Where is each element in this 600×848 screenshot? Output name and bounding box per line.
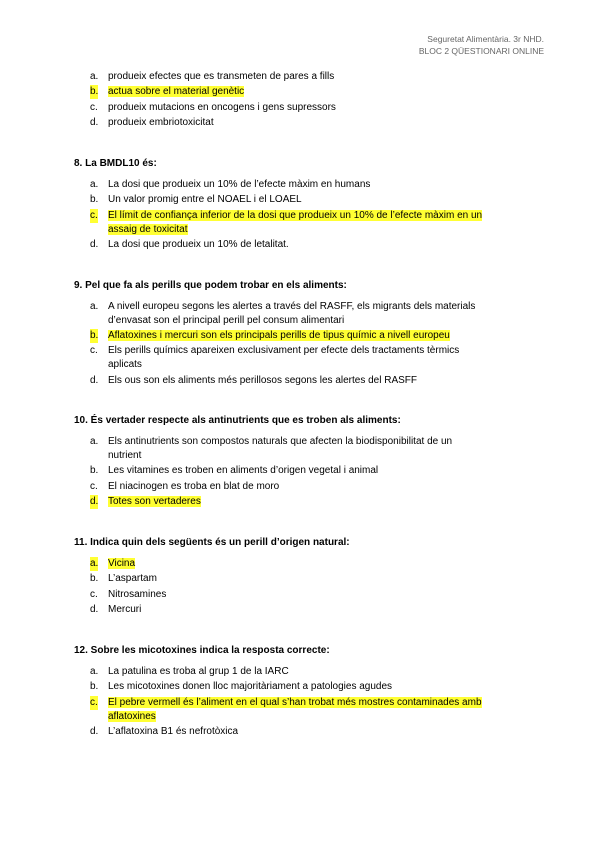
question-11-title: 11. Indica quin dels següents és un perill d’origen natural: [74,537,350,549]
question-8-title: 8. La BMDL10 és: [74,157,157,169]
q10-option-a: a. Els antinutrients son compostos naturals que afecten la biodisponibilitat de un nutrient [90,436,453,462]
q8-option-c: c. El límit de confiança inferior de la dosi que produeix un 10% de l’efecte màxim en un assaig de toxicitat [90,209,483,235]
q9-option-c: c. Els perills químics apareixen exclusivament per efecte dels tractaments tèrmics aplicats [90,345,460,371]
q7-option-c: c. produeix mutacions en oncogens i gens supressors [90,101,336,113]
q12-option-c: c. El pebre vermell és l’aliment en el qual s’han trobat més mostres contaminades amb aflatoxines [90,696,482,722]
q7-option-b: b. actua sobre el material genètic [90,86,245,98]
q12-option-a: a. La patulina es troba al grup 1 de la IARC [90,666,289,678]
q7-option-d: d. produeix embriotoxicitat [90,117,214,129]
q9-option-a: a. A nivell europeu segons les alertes a través del RASFF, els migrants dels materials d’envasat son el principal perill pel consum alimentari [90,300,476,326]
question-8 [74,157,530,252]
q10-option-b: b. Les vitamines es troben en aliments d’origen vegetal i animal [90,465,379,477]
q9-option-b: b. Aflatoxines i mercuri son els principals perills de tipus químic a nivell europeu [90,329,450,341]
question-10-title: 10. És vertader respecte als antinutrients que es troben als aliments: [74,415,401,427]
q8-option-b: b. Un valor promig entre el NOAEL i el LOAEL [90,194,302,206]
question-10 [74,415,530,509]
q12-option-b: b. Les micotoxines donen lloc majoritàriament a patologies agudes [90,681,393,693]
q12-option-d: d. L’aflatoxina B1 és nefrotòxica [90,726,239,737]
question-7 [90,70,530,130]
q11-option-b: b. L’aspartam [90,573,157,585]
q10-option-c: c. El niacinogen es troba en blat de moro [90,480,280,492]
question-11 [74,537,530,617]
header-section: BLOC 2 QÜESTIONARI ONLINE [418,46,544,56]
q11-option-d: d. Mercuri [90,604,142,616]
q11-option-a: a. Vicina [90,558,136,570]
q8-option-a: a. La dosi que produeix un 10% de l’efecte màxim en humans [90,178,371,190]
question-9-title: 9. Pel que fa als perills que podem trobar en els aliments: [74,279,347,291]
questionnaire [74,70,530,763]
q10-option-d: d. Totes son vertaderes [90,496,201,508]
q7-option-a: a. produeix efectes que es transmeten de pares a fills [90,71,335,82]
q8-option-d: d. La dosi que produeix un 10% de letalitat. [90,238,289,250]
question-9 [74,279,530,388]
page-header [419,33,544,57]
question-12 [74,645,530,739]
question-12-title: 12. Sobre les micotoxines indica la resposta correcte: [74,645,330,657]
q9-option-d: d. Els ous son els aliments més perillosos segons les alertes del RASFF [90,374,418,386]
header-course: Seguretat Alimentària. 3r NHD. [427,34,544,44]
q11-option-c: c. Nitrosamines [90,588,167,600]
